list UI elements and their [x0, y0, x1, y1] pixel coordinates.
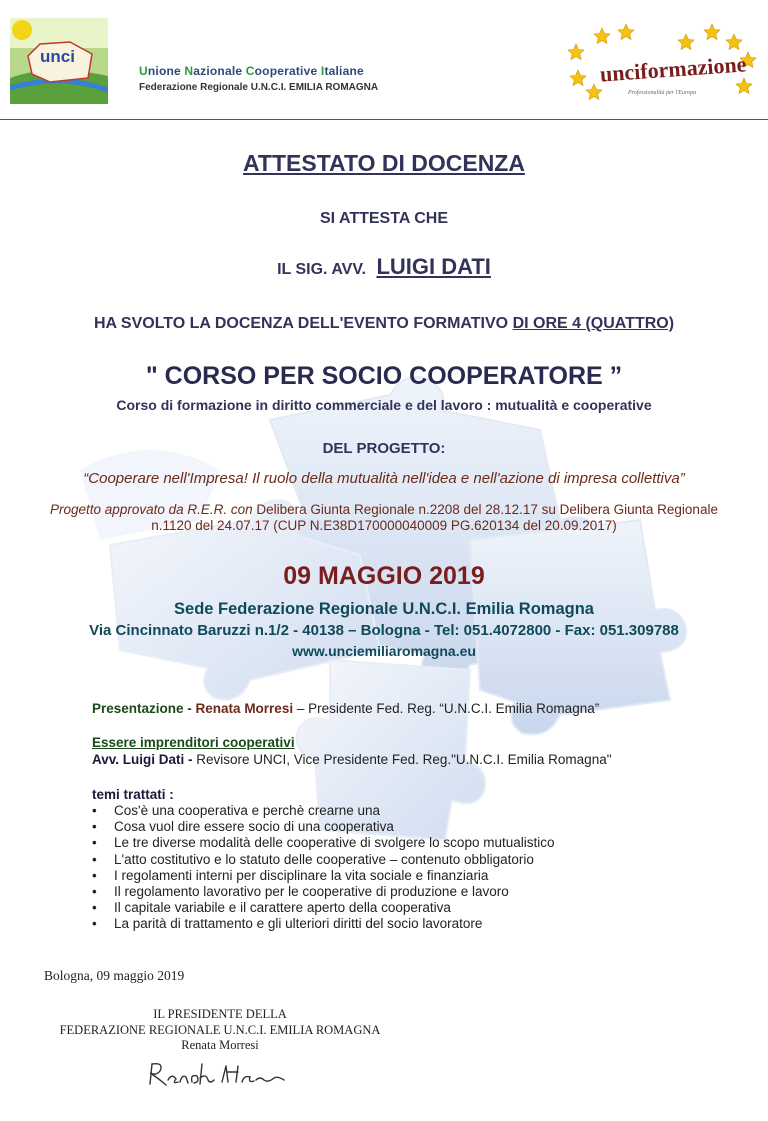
- list-item: • Cosa vuol dire essere socio di una cooperativa: [92, 819, 394, 835]
- org-word-1: Unione: [139, 64, 185, 78]
- svg-text:unciformazione: unciformazione: [599, 51, 748, 87]
- project-label: DEL PROGETTO:: [322, 440, 446, 457]
- list-item: • Le tre diverse modalità delle cooperative di svolgere lo scopo mutualistico: [92, 835, 555, 851]
- president-block: [0, 1007, 440, 1054]
- project-title: “Cooperare nell'Impresa! Il ruolo della mutualità nell'idea e nell'azione di impresa collettiva”: [83, 470, 685, 487]
- list-item: • I regolamenti interni per disciplinare la vita sociale e finanziaria: [92, 867, 489, 883]
- header-divider: [0, 119, 768, 120]
- org-word-4: Italiane: [320, 64, 364, 78]
- attesta-line: SI ATTESTA CHE: [320, 210, 448, 227]
- organization-name: [139, 64, 364, 78]
- project-approval-line2: n.1120 del 24.07.17 (CUP N.E38D170000040009 PG.620134 del 20.09.2017): [151, 518, 617, 533]
- unciformazione-logo-image: [566, 22, 760, 100]
- session-title: Essere imprenditori cooperativi: [92, 735, 295, 750]
- list-item: • Il regolamento lavorativo per le cooperative di produzione e lavoro: [92, 883, 509, 899]
- website-link[interactable]: www.unciemiliaromagna.eu: [292, 643, 476, 659]
- venue-address: Via Cincinnato Baruzzi n.1/2 - 40138 – Bologna - Tel: 051.4072800 - Fax: 051.309788: [89, 622, 679, 639]
- teaching-statement: [0, 315, 768, 333]
- place-date: Bologna, 09 maggio 2019: [44, 968, 185, 983]
- venue-name: Sede Federazione Regionale U.N.C.I. Emilia Romagna: [174, 600, 594, 618]
- course-title: " CORSO PER SOCIO COOPERATORE ”: [145, 362, 623, 390]
- presentation-line: Presentazione - Renata Morresi – Presidente Fed. Reg. “U.N.C.I. Emilia Romagna”: [92, 701, 600, 716]
- recipient-line: [0, 254, 768, 280]
- handwritten-signature: [142, 1058, 292, 1090]
- svg-text:Professionalità per l'Europa: Professionalità per l'Europa: [628, 90, 697, 96]
- org-word-2: Nazionale: [184, 64, 246, 78]
- org-word-3: Cooperative: [245, 64, 321, 78]
- list-item: • Il capitale variabile e il carattere aperto della cooperativa: [92, 900, 451, 916]
- teaching-statement-text: HA SVOLTO LA DOCENZA DELL'EVENTO FORMATIVO: [93, 315, 513, 332]
- course-subtitle: Corso di formazione in diritto commerciale e del lavoro : mutualità e cooperative: [116, 397, 652, 413]
- list-item: • La parità di trattamento e gli ulteriori diritti del socio lavoratore: [92, 916, 483, 932]
- teaching-hours: DI ORE 4 (QUATTRO): [512, 315, 675, 332]
- president-title-line1: IL PRESIDENTE DELLA: [153, 1007, 287, 1021]
- recipient-name: LUIGI DATI: [376, 254, 491, 279]
- president-title-line2: FEDERAZIONE REGIONALE U.N.C.I. EMILIA ROMAGNA: [59, 1022, 381, 1037]
- event-date: 09 MAGGIO 2019: [283, 562, 485, 590]
- project-approval-line1: Progetto approvato da R.E.R. con Delibera Giunta Regionale n.2208 del 28.12.17 su Delibera Giunta Regionale: [50, 502, 718, 517]
- svg-text:unci: unci: [40, 47, 75, 66]
- project-approval: [0, 502, 768, 534]
- president-name: Renata Morresi: [181, 1038, 259, 1052]
- list-item: • Cos'è una cooperativa e perchè crearne una: [92, 803, 380, 818]
- list-item: • L'atto costitutivo e lo statuto delle cooperative – contenuto obbligatorio: [92, 851, 534, 867]
- federation-name: Federazione Regionale U.N.C.I. EMILIA ROMAGNA: [139, 82, 379, 93]
- topics-list: [92, 803, 554, 933]
- topics-label: temi trattati :: [92, 787, 174, 802]
- unci-logo-image: [10, 18, 108, 104]
- recipient-prefix: IL SIG. AVV.: [277, 261, 366, 278]
- certificate-title: ATTESTATO DI DOCENZA: [243, 150, 525, 176]
- speaker-line: Avv. Luigi Dati - Revisore UNCI, Vice Presidente Fed. Reg."U.N.C.I. Emilia Romagna": [92, 752, 612, 767]
